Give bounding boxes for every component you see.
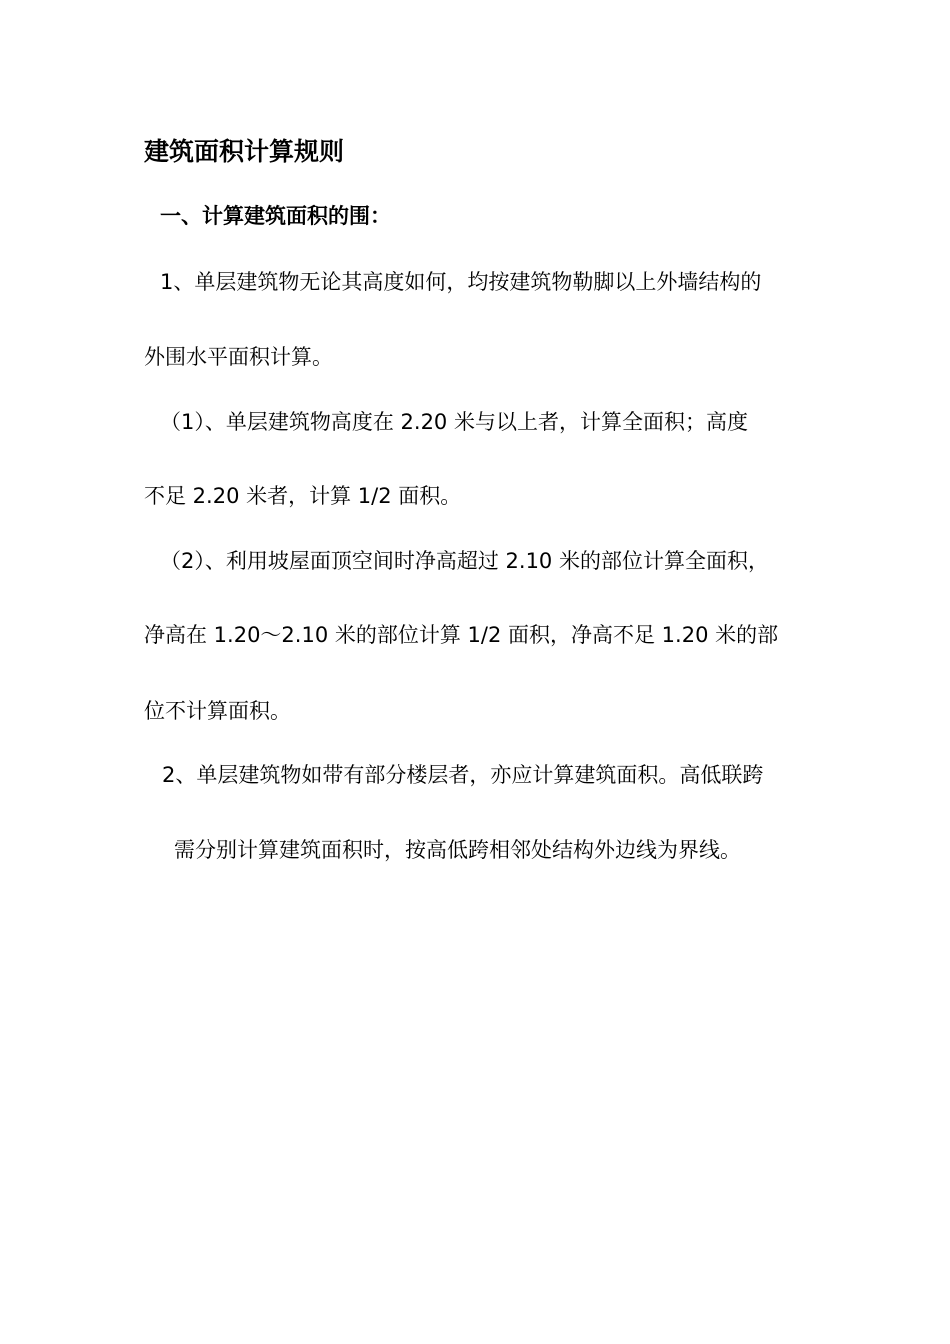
paragraph-line: 外围水平面积计算。 [144,345,333,369]
paragraph-line: 2、单层建筑物如带有部分楼层者，亦应计算建筑面积。高低联跨 [162,763,764,787]
paragraph-line: （2）、利用坡屋面顶空间时净高超过 2.10 米的部位计算全面积， [160,549,769,573]
paragraph-line: 需分别计算建筑面积时，按高低跨相邻处结构外边线为界线。 [174,838,741,862]
section-heading: 一、计算建筑面积的围： [160,204,391,228]
paragraph-line: 位不计算面积。 [144,699,291,723]
paragraph-line: 净高在 1.20～2.10 米的部位计算 1/2 面积，净高不足 1.20 米的部 [144,623,779,647]
document-title: 建筑面积计算规则 [144,137,345,166]
paragraph-line: 不足 2.20 米者，计算 1/2 面积。 [144,484,462,508]
paragraph-line: （1）、单层建筑物高度在 2.20 米与以上者，计算全面积；高度 [160,410,748,434]
paragraph-line: 1、单层建筑物无论其高度如何，均按建筑物勒脚以上外墙结构的 [160,270,762,294]
